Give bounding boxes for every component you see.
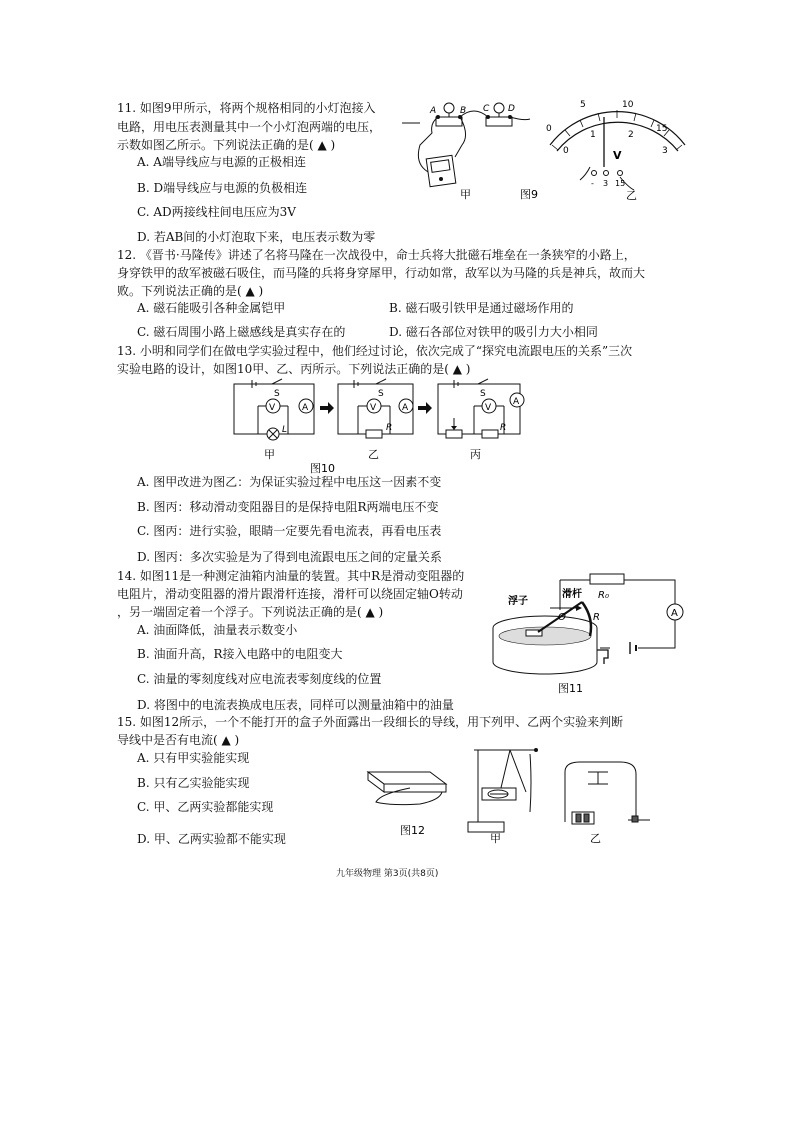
fig9-jia: 甲 — [460, 188, 471, 201]
scale-2: 2 — [628, 130, 634, 140]
fig10-bing: 丙 — [470, 448, 481, 461]
c2-r: R — [386, 423, 393, 433]
q12-option-b: B. 磁石吸引铁甲是通过磁场作用的 — [389, 301, 574, 315]
meter-unit: V — [613, 149, 622, 162]
c3-a: A — [513, 397, 520, 407]
float-label: 浮子 — [508, 596, 528, 607]
c2-s: S — [378, 389, 384, 399]
c3-s: S — [480, 389, 486, 399]
q11-stem-1: 11. 如图9甲所示，将两个规格相同的小灯泡接入 — [117, 101, 376, 115]
q11-option-b: B. D端导线应与电源的负极相连 — [137, 181, 308, 195]
label-a: A — [430, 106, 437, 116]
q11-option-a: A. A端导线应与电源的正极相连 — [137, 155, 306, 169]
figure-10 — [228, 378, 528, 473]
scale-zero-top: 0 — [546, 124, 552, 134]
scale-0: 0 — [563, 146, 569, 156]
c1-a: A — [302, 403, 309, 413]
rod-label: 滑杆 — [562, 589, 582, 600]
figure-12 — [360, 742, 670, 847]
figure-11 — [490, 570, 690, 695]
q14-option-d: D. 将图中的电流表换成电压表，同样可以测量油箱中的油量 — [137, 698, 454, 712]
q11-option-c: C. AD两接线柱间电压应为3V — [137, 205, 296, 219]
scale-5: 5 — [580, 100, 586, 110]
page-footer: 九年级物理 第3页(共8页) — [336, 869, 439, 879]
scale-3: 3 — [662, 146, 668, 156]
q14-option-b: B. 油面升高，R接入电路中的电阻变大 — [137, 647, 343, 661]
fig11-caption: 图11 — [558, 682, 583, 695]
r-label: R — [593, 612, 600, 623]
q13-option-a: A. 图甲改进为图乙：为保证实验过程中电压这一因素不变 — [137, 475, 442, 489]
figure-9 — [400, 95, 690, 210]
sealed-box — [368, 772, 446, 805]
q15-option-c: C. 甲、乙两实验都能实现 — [137, 800, 274, 814]
c1-v: V — [269, 403, 276, 413]
q15-stem-1: 15. 如图12所示，一个不能打开的盒子外面露出一段细长的导线，用下列甲、乙两个实验来判断 — [117, 715, 624, 729]
q14-option-c: C. 油量的零刻度线对应电流表零刻度线的位置 — [137, 672, 382, 686]
q14-stem-1: 14. 如图11是一种测定油箱内油量的装置。其中R是滑动变阻器的 — [117, 569, 465, 583]
magnetic-needle-setup — [468, 749, 538, 833]
c2-a: A — [402, 403, 409, 413]
scale-1: 1 — [590, 130, 596, 140]
q12-option-c: C. 磁石周围小路上磁感线是真实存在的 — [137, 325, 346, 339]
fig12-caption: 图12 — [400, 824, 425, 837]
q15-option-a: A. 只有甲实验能实现 — [137, 751, 250, 765]
q12-stem-1: 12. 《晋书·马隆传》讲述了名将马隆在一次战役中，命士兵将大批磁石堆垒在一条狭窄的小路上， — [117, 248, 636, 262]
q14-stem-3: ，另一端固定着一个浮子。下列说法正确的是( ▲ ) — [117, 605, 384, 619]
ammeter-a: A — [671, 608, 678, 619]
voltmeter-device — [426, 155, 456, 186]
q12-option-a: A. 磁石能吸引各种金属铠甲 — [137, 301, 286, 315]
c2-v: V — [370, 403, 377, 413]
c3-r: R — [500, 423, 507, 433]
fig12-jia: 甲 — [490, 832, 501, 845]
scale-10: 10 — [622, 100, 634, 110]
current-effect-setup — [565, 762, 650, 824]
label-b: B — [460, 106, 467, 116]
q15-stem-2: 导线中是否有电流( ▲ ) — [117, 733, 240, 747]
q13-option-d: D. 图丙：多次实验是为了得到电流跟电压之间的定量关系 — [137, 550, 442, 564]
label-c: C — [483, 104, 490, 114]
q13-stem-2: 实验电路的设计，如图10甲、乙、丙所示。下列说法正确的是( ▲ ) — [117, 362, 471, 376]
fig9-caption: 图9 — [520, 188, 538, 201]
q15-option-b: B. 只有乙实验能实现 — [137, 776, 250, 790]
terminal-15: 15 — [615, 179, 626, 188]
bulb-holder-ab — [436, 103, 462, 126]
q14-option-a: A. 油面降低，油量表示数变小 — [137, 623, 298, 637]
q11-stem-3: 示数如图乙所示。下列说法正确的是( ▲ ) — [117, 138, 336, 152]
o-label: O — [558, 612, 566, 623]
terminal-minus: - — [591, 179, 594, 188]
q12-stem-2: 身穿铁甲的敌军被磁石吸住，而马隆的兵将身穿犀甲，行动如常，敌军以为马隆的兵是神兵，故而大 — [117, 266, 646, 280]
q13-option-b: B. 图丙：移动滑动变阻器目的是保持电阻R两端电压不变 — [137, 500, 439, 514]
c1-s: S — [274, 389, 280, 399]
q12-option-d: D. 磁石各部位对铁甲的吸引力大小相同 — [389, 325, 598, 339]
q15-option-d: D. 甲、乙两实验都不能实现 — [137, 832, 286, 846]
c3-v: V — [485, 403, 492, 413]
scale-15: 15 — [656, 124, 668, 134]
q12-stem-3: 败。下列说法正确的是( ▲ ) — [117, 284, 264, 298]
fig10-yi: 乙 — [368, 448, 379, 461]
fig10-caption: 图10 — [310, 462, 335, 475]
q14-stem-2: 电阻片，滑动变阻器的滑片跟滑杆连接，滑杆可以绕固定轴O转动 — [117, 587, 463, 601]
r0-label: R₀ — [598, 590, 609, 601]
q11-stem-2: 电路，用电压表测量其中一个小灯泡两端的电压， — [117, 120, 382, 134]
fig9-yi: 乙 — [626, 189, 637, 202]
label-d: D — [508, 104, 515, 114]
terminal-3: 3 — [603, 179, 609, 188]
fig10-jia: 甲 — [264, 448, 275, 461]
q13-stem-1: 13. 小明和同学们在做电学实验过程中，他们经过讨论，依次完成了“探究电流跟电压的关系”三次 — [117, 344, 633, 358]
q11-option-d: D. 若AB间的小灯泡取下来，电压表示数为零 — [137, 230, 376, 244]
c1-l: L — [282, 425, 288, 435]
q13-option-c: C. 图丙：进行实验，眼睛一定要先看电流表，再看电压表 — [137, 524, 442, 538]
fig12-yi: 乙 — [590, 832, 601, 845]
